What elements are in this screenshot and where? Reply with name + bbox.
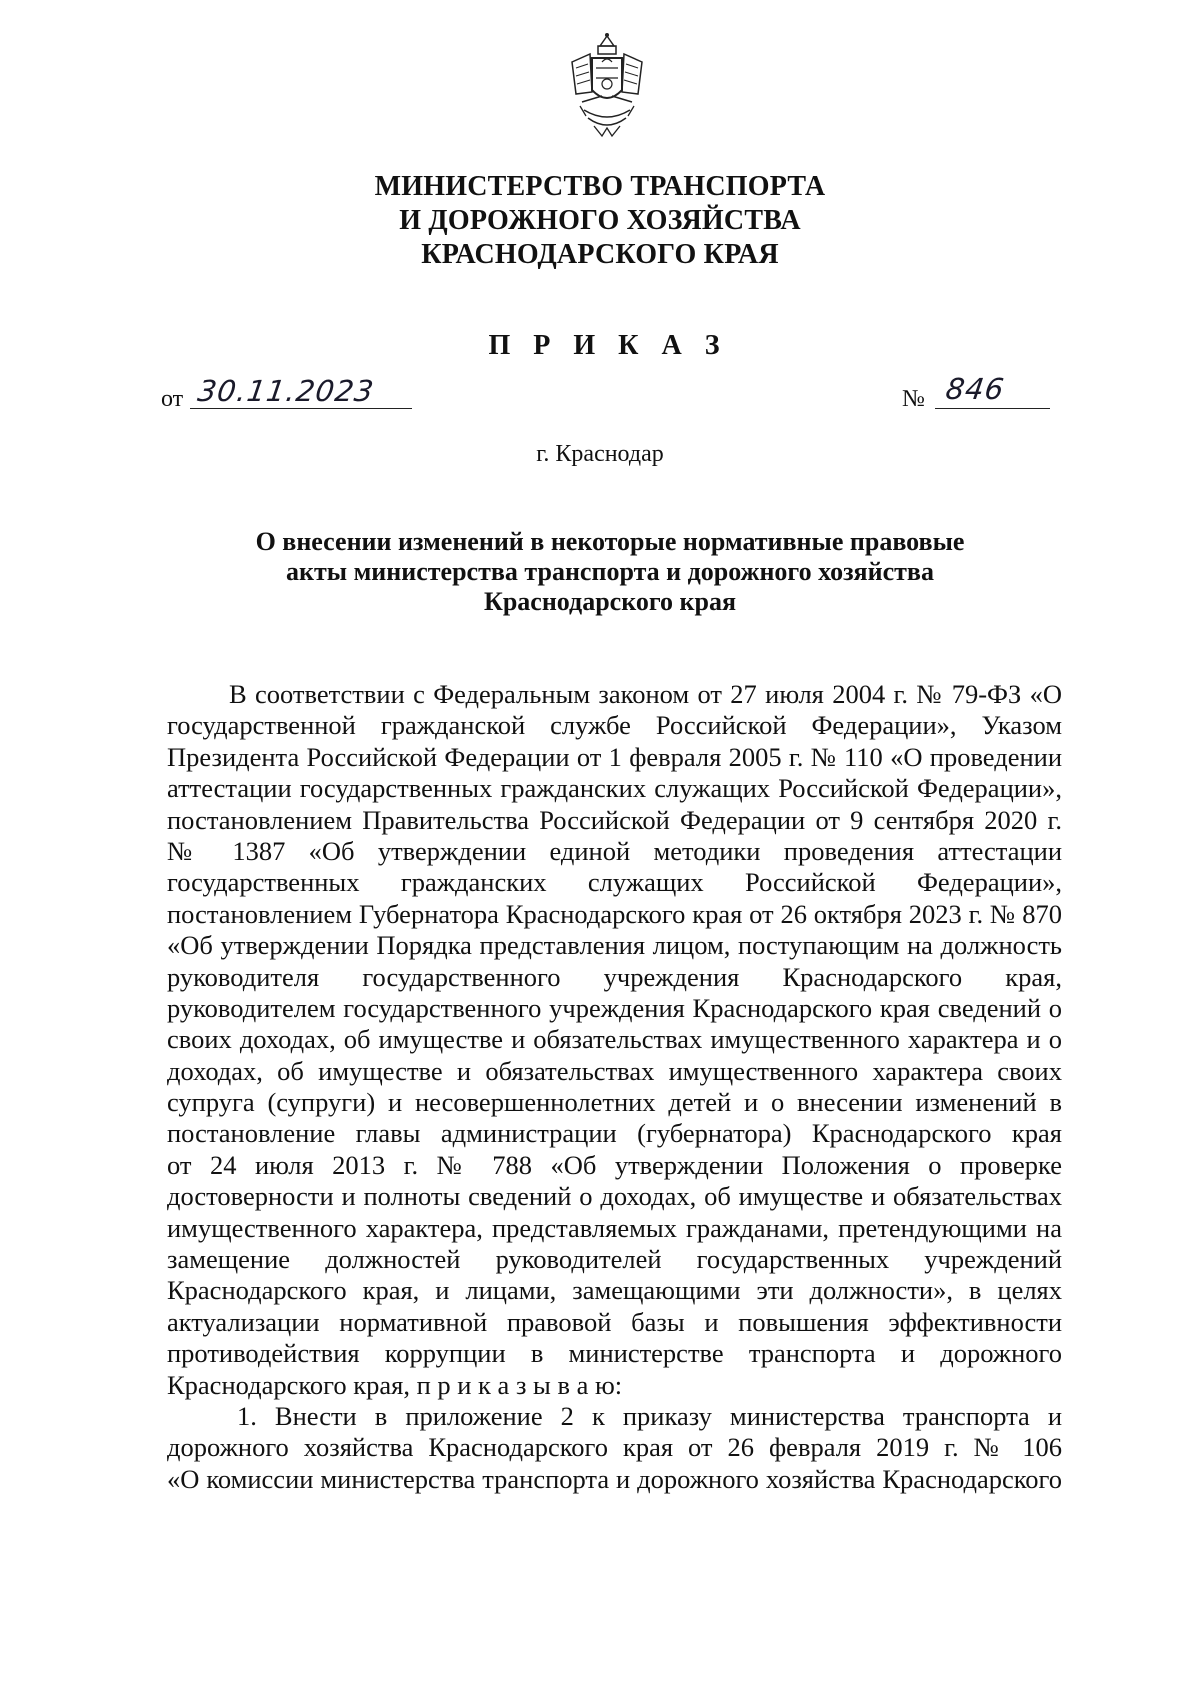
coat-of-arms-icon	[562, 32, 652, 142]
order-details	[0, 372, 1200, 420]
body-line: аттестации государственных гражданских служащих Российской Федерации»,	[167, 773, 1062, 804]
city: г. Краснодар	[536, 441, 664, 467]
order-date: 30.11.2023	[195, 374, 377, 408]
body-line: 1. Внести в приложение 2 к приказу министерства транспорта и	[237, 1400, 1062, 1431]
body-line: доходах, об имуществе и обязательствах имущественного характера своих	[167, 1055, 1062, 1086]
body-line: государственных гражданских служащих Российской Федерации»,	[167, 867, 1062, 898]
body-line: имущественного характера, представляемых гражданами, претендующими на	[167, 1212, 1062, 1243]
body-line: постановлением Правительства Российской Федерации от 9 сентября 2020 г.	[167, 804, 1062, 835]
body-line: руководителя государственного учреждения Краснодарского края,	[167, 961, 1062, 992]
body-line: Краснодарского края, и лицами, замещающими эти должности», в целях	[167, 1275, 1062, 1306]
date-underline	[190, 408, 412, 409]
body-line: Краснодарского края, п р и к а з ы в а ю:	[167, 1369, 623, 1400]
title-line: акты министерства транспорта и дорожного хозяйства	[286, 557, 934, 586]
title-line: Краснодарского края	[483, 587, 737, 616]
body-line: замещение должностей руководителей государственных учреждений	[167, 1244, 1062, 1275]
body-line: актуализации нормативной правовой базы и повышения эффективности	[167, 1306, 1062, 1337]
number-underline	[935, 408, 1050, 409]
ministry-name	[0, 170, 1200, 272]
order-number: 846	[943, 372, 1007, 406]
body-line: от 24 июля 2013 г. № 788 «Об утверждении Положения о проверке	[167, 1149, 1062, 1180]
body-line: руководителем государственного учреждения Краснодарского края сведений о	[167, 992, 1062, 1023]
document-type: П Р И К А З	[488, 330, 728, 361]
ministry-line: КРАСНОДАРСКОГО КРАЯ	[421, 239, 779, 270]
body-line: дорожного хозяйства Краснодарского края от 26 февраля 2019 г. № 106	[167, 1432, 1062, 1463]
body-line: супруга (супруги) и несовершеннолетних детей и о внесении изменений в	[167, 1087, 1062, 1118]
body-line: постановление главы администрации (губернатора) Краснодарского края	[167, 1118, 1062, 1149]
body-line: «О комиссии министерства транспорта и дорожного хозяйства Краснодарского	[167, 1463, 1062, 1494]
body-line: своих доходах, об имуществе и обязательствах имущественного характера и о	[167, 1024, 1062, 1055]
body-line: Президента Российской Федерации от 1 февраля 2005 г. № 110 «О проведении	[167, 741, 1062, 772]
ministry-line: МИНИСТЕРСТВО ТРАНСПОРТА	[374, 171, 826, 202]
ministry-line: И ДОРОЖНОГО ХОЗЯЙСТВА	[399, 205, 801, 236]
document-title	[160, 527, 1060, 617]
body-line: «Об утверждении Порядка представления лицом, поступающим на должность	[167, 930, 1062, 961]
number-prefix: №	[902, 386, 925, 412]
body-line: достоверности и полноты сведений о доходах, об имуществе и обязательствах	[167, 1181, 1062, 1212]
body-line: государственной гражданской службе Российской Федерации», Указом	[167, 710, 1062, 741]
title-line: О внесении изменений в некоторые нормативные правовые	[255, 527, 965, 556]
body-line: В соответствии с Федеральным законом от 27 июля 2004 г. № 79-ФЗ «О	[229, 679, 1062, 709]
body-line: противодействия коррупции в министерстве транспорта и дорожного	[167, 1338, 1062, 1369]
document-body	[167, 679, 1062, 1495]
body-line: постановлением Губернатора Краснодарского края от 26 октября 2023 г. № 870	[167, 898, 1062, 929]
body-line: № 1387 «Об утверждении единой методики проведения аттестации	[167, 835, 1062, 866]
date-prefix: от	[161, 386, 184, 412]
